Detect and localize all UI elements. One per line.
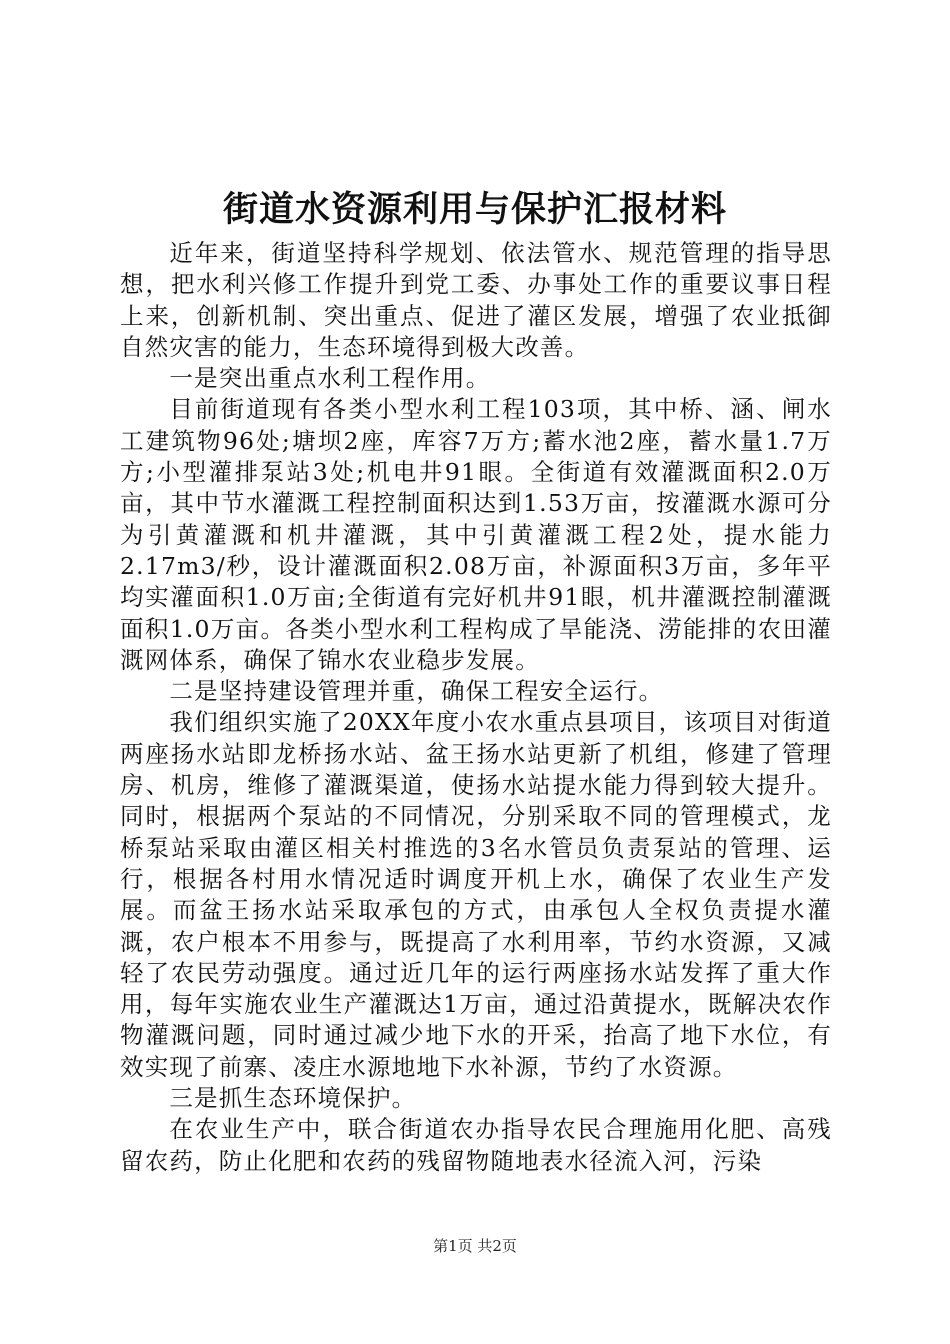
section-heading-2: 二是坚持建设管理并重，确保工程安全运行。 bbox=[169, 677, 664, 706]
document-title: 街道水资源利用与保护汇报材料 bbox=[222, 189, 727, 230]
page-footer: 第1页 共2页 bbox=[433, 1237, 517, 1255]
paragraph-management: 我们组织实施了20XX年度小农水重点县项目，该项目对街道两座扬水站即龙桥扬水站、盆王扬水站更新了机组，修建了管理房、机房，维修了灌溉渠道，使扬水站提水能力得到较大提升。同时，根据两个泵站的不同情况，分别采取不同的管理模式，龙桥泵站采取由灌区相关村推选的3名水管员负责泵站的管理、运行，根据各村用水情况适时调度开机上水，确保了农业生产发展。而盆王扬水站采取承包的方式，由承包人全权负责提水灌溉，农户根本不用参与，既提高了水利用率，节约水资源，又减轻了农民劳动强度。通过近几年的运行两座扬水站发挥了重大作用，每年实施农业生产灌溉达1万亩，通过沿黄提水，既解决农作物灌溉问题，同时通过减少地下水的开采，抬高了地下水位，有效实现了前寨、凌庄水源地地下水补源，节约了水资源。 bbox=[120, 708, 832, 1081]
paragraph-ecology: 在农业生产中，联合街道农办指导农民合理施用化肥、高残留农药，防止化肥和农药的残留物随地表水径流入河，污染 bbox=[120, 1115, 832, 1175]
section-heading-3: 三是抓生态环境保护。 bbox=[169, 1084, 417, 1113]
paragraph-projects: 目前街道现有各类小型水利工程103项，其中桥、涵、闸水工建筑物96处;塘坝2座，库容7万方;蓄水池2座，蓄水量1.7万方;小型灌排泵站3处;机电井91眼。全街道有效灌溉面积2.0万亩，其中节水灌溉工程控制面积达到1.53万亩，按灌溉水源可分为引黄灌溉和机井灌溉，其中引黄灌溉工程2处，提水能力2.17m3/秒，设计灌溉面积2.08万亩，补源面积3万亩，多年平均实灌面积1.0万亩;全街道有完好机井91眼，机井灌溉控制灌溉面积1.0万亩。各类小型水利工程构成了旱能浇、涝能排的农田灌溉网体系，确保了锦水农业稳步发展。 bbox=[120, 395, 832, 674]
section-heading-1: 一是突出重点水利工程作用。 bbox=[169, 364, 491, 393]
document-body bbox=[120, 238, 832, 1177]
paragraph-intro: 近年来，街道坚持科学规划、依法管水、规范管理的指导思想，把水利兴修工作提升到党工委、办事处工作的重要议事日程上来，创新机制、突出重点、促进了灌区发展，增强了农业抵御自然灾害的能力，生态环境得到极大改善。 bbox=[120, 239, 832, 361]
